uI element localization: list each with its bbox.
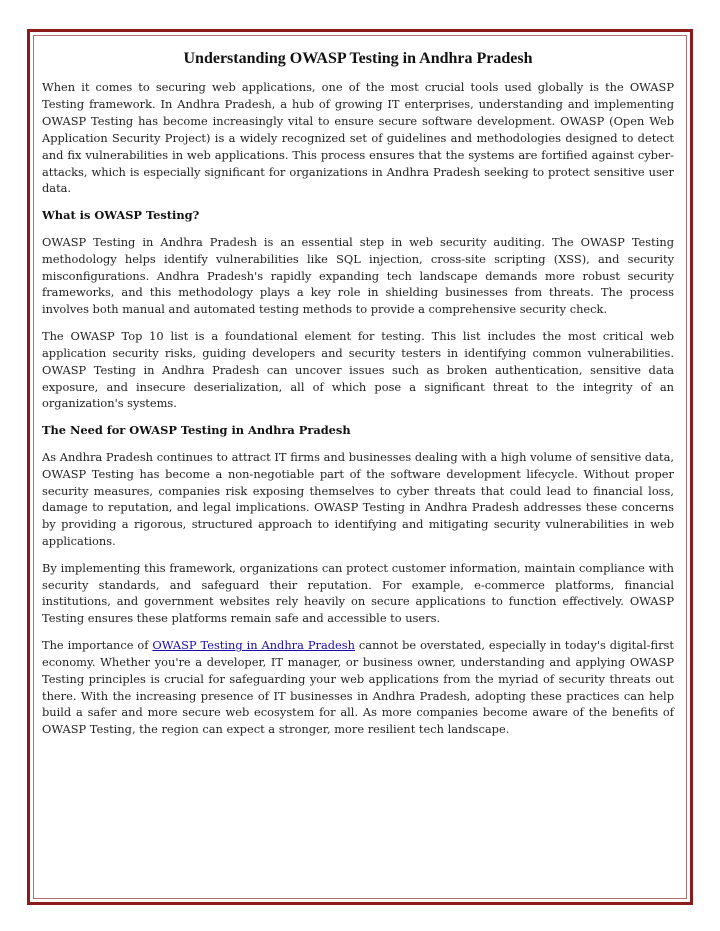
owasp-testing-link[interactable]: OWASP Testing in Andhra Pradesh xyxy=(152,637,355,652)
section2-paragraph-3 xyxy=(42,637,674,738)
section2-paragraph-1: As Andhra Pradesh continues to attract IT firms and businesses dealing with a high volume of sensitive data, OWASP Testing has become a non-negotiable part of the software development lifecycle. Without proper security measures, companies risk exposing themselves to cyber threats that could lead to financial loss, damage to reputation, and legal implications. OWASP Testing in Andhra Pradesh addresses these concerns by providing a rigorous, structured approach to identifying and mitigating security vulnerabilities in web applications. xyxy=(42,449,674,549)
page-frame xyxy=(27,29,693,905)
page-title: Understanding OWASP Testing in Andhra Pradesh xyxy=(183,50,533,67)
document-body xyxy=(42,50,674,748)
section1-paragraph-2: The OWASP Top 10 list is a foundational element for testing. This list includes the most critical web application security risks, guiding developers and security testers in identifying common vulnerabilities. OWASP Testing in Andhra Pradesh can uncover issues such as broken authentication, sensitive data exposure, and insecure deserialization, all of which pose a significant threat to the integrity of an organization's systems. xyxy=(42,328,674,411)
section2-paragraph-2: By implementing this framework, organizations can protect customer information, maintain compliance with security standards, and safeguard their reputation. For example, e-commerce platforms, financial institutions, and government websites rely heavily on secure applications to function effectively. OWASP Testing ensures these platforms remain safe and accessible to users. xyxy=(42,560,674,626)
p3-text-after: cannot be overstated, especially in today's digital-first economy. Whether you're a developer, IT manager, or business owner, understanding and applying OWASP Testing principles is crucial for safeguarding your web applications from the myriad of security threats out there. With the increasing presence of IT businesses in Andhra Pradesh, adopting these practices can help build a safer and more secure web ecosystem for all. As more companies become aware of the benefits of OWASP Testing, the region can expect a stronger, more resilient tech landscape. xyxy=(42,637,674,737)
section1-paragraph-1: OWASP Testing in Andhra Pradesh is an essential step in web security auditing. The OWASP Testing methodology helps identify vulnerabilities like SQL injection, cross-site scripting (XSS), and security misconfigurations. Andhra Pradesh's rapidly expanding tech landscape demands more robust security frameworks, and this methodology plays a key role in shielding businesses from threats. The process involves both manual and automated testing methods to provide a comprehensive security check. xyxy=(42,234,674,317)
intro-paragraph: When it comes to securing web applications, one of the most crucial tools used globally is the OWASP Testing framework. In Andhra Pradesh, a hub of growing IT enterprises, understanding and implementing OWASP Testing has become increasingly vital to ensure secure software development. OWASP (Open Web Application Security Project) is a widely recognized set of guidelines and methodologies designed to detect and fix vulnerabilities in web applications. This process ensures that the systems are fortified against cyber-attacks, which is especially significant for organizations in Andhra Pradesh seeking to protect sensitive user data. xyxy=(42,80,674,196)
section-heading-what-is: What is OWASP Testing? xyxy=(42,207,200,222)
section-heading-need: The Need for OWASP Testing in Andhra Pradesh xyxy=(42,422,351,437)
p3-text-before: The importance of xyxy=(42,637,153,652)
